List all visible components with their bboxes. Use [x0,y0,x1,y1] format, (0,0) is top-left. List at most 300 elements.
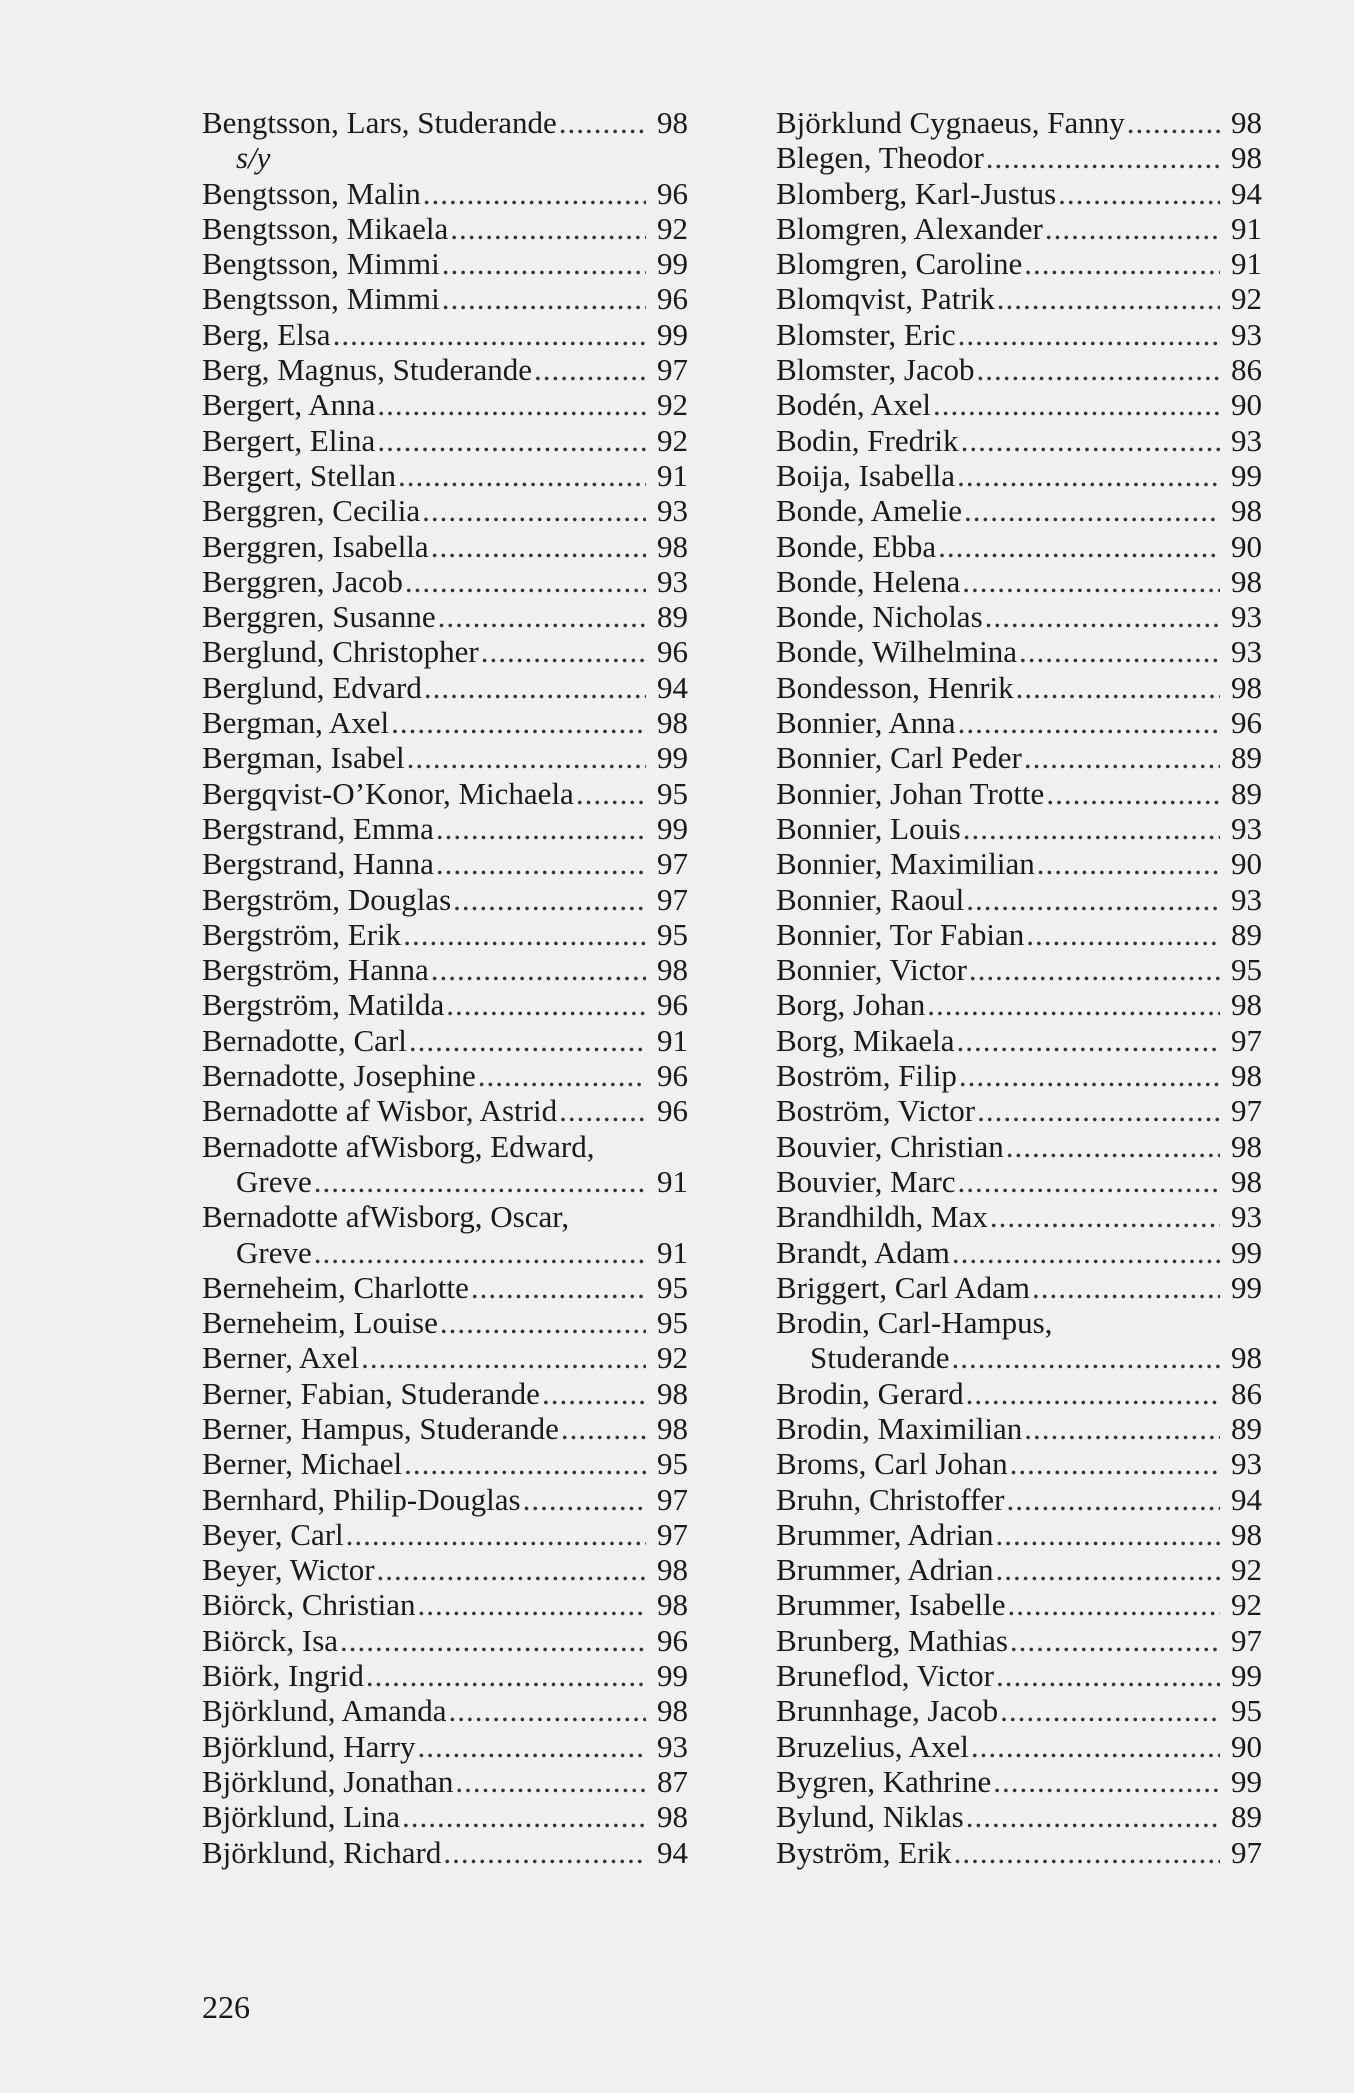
index-entry [776,1093,1262,1128]
entry-name: Bruhn, Christoffer [776,1481,1005,1517]
entry-page: 98 [1231,1516,1262,1552]
dot-leader [366,1658,646,1693]
dot-leader [404,1446,646,1481]
entry-page: 95 [657,1446,688,1482]
index-entry [202,705,688,740]
entry-page: 91 [657,457,688,493]
index-entry [202,882,688,917]
entry-name: Bouvier, Christian [776,1128,1004,1164]
dot-leader [402,1799,646,1834]
dot-leader [1006,1129,1220,1164]
dot-leader [996,1658,1220,1693]
entry-page: 95 [657,916,688,952]
index-entry [776,1552,1262,1587]
entry-page: 93 [1231,881,1262,917]
dot-leader [966,1799,1220,1834]
index-entry [776,705,1262,740]
entry-page: 99 [657,810,688,846]
index-entry [776,1305,1262,1340]
entry-name: Bergqvist-O’Konor, Michaela [202,775,574,811]
entry-page: 98 [657,1587,688,1623]
dot-leader [1045,211,1220,246]
dot-leader [436,811,646,846]
dot-leader [966,1376,1220,1411]
entry-page: 91 [1231,246,1262,282]
index-entry [776,1376,1262,1411]
entry-name: Berglund, Edvard [202,669,422,705]
entry-name: Broms, Carl Johan [776,1446,1008,1482]
dot-leader [957,1023,1220,1058]
entry-page: 98 [657,1375,688,1411]
entry-page: 86 [1231,1375,1262,1411]
index-entry [202,846,688,881]
entry-page: 99 [657,316,688,352]
entry-name: Bernhard, Philip-Douglas [202,1481,521,1517]
entry-name: Bonde, Amelie [776,493,962,529]
entry-name: Bonnier, Johan Trotte [776,775,1045,811]
entry-page: 98 [1231,493,1262,529]
dot-leader [1026,917,1220,952]
dot-leader [442,246,646,281]
index-entry [202,281,688,316]
entry-name: Berneheim, Louise [202,1305,438,1341]
entry-name: Brunberg, Mathias [776,1622,1008,1658]
entry-page: 97 [657,881,688,917]
dot-leader [442,281,646,316]
entry-name: Bergert, Elina [202,422,376,458]
dot-leader [418,1729,646,1764]
index-entry [202,1658,688,1693]
entry-page: 90 [1231,387,1262,423]
index-entry [776,987,1262,1022]
entry-page: 93 [1231,316,1262,352]
dot-leader [933,387,1220,422]
entry-page: 92 [1231,281,1262,317]
index-entry [202,599,688,634]
entry-name: Björklund, Amanda [202,1693,447,1729]
dot-leader [985,599,1220,634]
entry-page: 89 [1231,740,1262,776]
entry-page: 97 [1231,1622,1262,1658]
entry-page: 89 [1231,1799,1262,1835]
index-entry [776,387,1262,422]
entry-name: Bonnier, Raoul [776,881,965,917]
entry-name: Brummer, Isabelle [776,1587,1006,1623]
index-entry [202,352,688,387]
entry-name: Bonde, Wilhelmina [776,634,1017,670]
index-entry [776,1129,1262,1164]
dot-leader [961,423,1220,458]
entry-name: Brunnhage, Jacob [776,1693,999,1729]
entry-page: 95 [1231,1693,1262,1729]
entry-name: Bergman, Axel [202,705,390,741]
index-entry [776,1023,1262,1058]
dot-leader [986,140,1220,175]
index-entry [776,740,1262,775]
entry-page: 95 [657,775,688,811]
entry-page: 99 [657,740,688,776]
index-entry [776,493,1262,528]
index-entry [202,1093,688,1128]
entry-page: 97 [657,352,688,388]
dot-leader [1016,670,1220,705]
entry-page: 97 [1231,1022,1262,1058]
entry-name: Bengtsson, Malin [202,175,421,211]
dot-leader [958,1164,1220,1199]
dot-leader [995,1517,1220,1552]
dot-leader [450,211,646,246]
entry-name: Byström, Erik [776,1834,952,1870]
entry-page: 93 [657,563,688,599]
index-entry [776,1270,1262,1305]
entry-name: Bonde, Ebba [776,528,937,564]
entry-page: 98 [657,1410,688,1446]
dot-leader [377,1552,646,1587]
index-entry [776,1517,1262,1552]
dot-leader [314,1164,646,1199]
dot-leader [559,1093,646,1128]
entry-name: Bengtsson, Mimmi [202,281,440,317]
index-entry [202,1799,688,1834]
entry-name: Bondesson, Henrik [776,669,1014,705]
index-entry [202,1376,688,1411]
dot-leader [958,705,1220,740]
entry-page: 98 [657,1693,688,1729]
entry-page: 91 [657,1234,688,1270]
entry-name: Blomqvist, Patrik [776,281,995,317]
index-entry [202,1517,688,1552]
dot-leader [453,882,646,917]
dot-leader [1032,1270,1220,1305]
index-entry [776,1164,1262,1199]
entry-page: 89 [1231,1410,1262,1446]
entry-page: 93 [1231,422,1262,458]
entry-name: Studerande [810,1340,950,1376]
entry-name: Boström, Victor [776,1093,976,1129]
entry-name: Biörk, Ingrid [202,1658,364,1694]
entry-page: 89 [1231,916,1262,952]
dot-leader [962,564,1220,599]
entry-name: Bernadotte, Carl [202,1022,407,1058]
entry-name: Berggren, Isabella [202,528,429,564]
entry-page: 97 [657,1481,688,1517]
dot-leader [957,458,1220,493]
entry-page: 93 [1231,1446,1262,1482]
dot-leader [314,1235,646,1270]
dot-leader [951,1340,1220,1375]
entry-name: Bergert, Stellan [202,457,396,493]
index-entry [776,423,1262,458]
entry-name: Bonde, Nicholas [776,599,983,635]
entry-name: Blomberg, Karl-Justus [776,175,1057,211]
entry-name: Bergström, Hanna [202,952,429,988]
dot-leader [478,1058,646,1093]
dot-leader [1010,1446,1220,1481]
entry-name: Blomgren, Caroline [776,246,1023,282]
entry-name: Beyer, Carl [202,1516,344,1552]
entry-name: s/y [236,140,271,176]
dot-leader [959,1058,1220,1093]
entry-name: Blomster, Eric [776,316,956,352]
index-entry [202,952,688,987]
entry-name: Bergert, Anna [202,387,376,423]
dot-leader [1006,1482,1220,1517]
index-entry [202,987,688,1022]
dot-leader [952,1235,1220,1270]
entry-name: Björklund, Jonathan [202,1763,454,1799]
index-entry [202,1340,688,1375]
index-entry [202,105,688,140]
index-entry [776,281,1262,316]
index-entry [202,1729,688,1764]
index-entry [776,1446,1262,1481]
entry-page: 90 [1231,528,1262,564]
index-entry [776,105,1262,140]
entry-page: 97 [657,846,688,882]
dot-leader [993,1764,1220,1799]
entry-name: Bernadotte af Wisbor, Astrid [202,1093,558,1129]
index-entry [202,1411,688,1446]
dot-leader [409,1023,646,1058]
entry-name: Björklund, Lina [202,1799,401,1835]
entry-name: Beyer, Wictor [202,1552,375,1588]
entry-page: 98 [1231,563,1262,599]
entry-name: Bergström, Matilda [202,987,445,1023]
index-entry [776,1835,1262,1870]
entry-page: 99 [1231,1658,1262,1694]
entry-name: Borg, Johan [776,987,926,1023]
entry-page: 98 [1231,140,1262,176]
entry-name: Bengtsson, Lars, Studerande [202,105,557,140]
entry-page: 99 [657,1658,688,1694]
entry-name: Bergstrand, Emma [202,810,434,846]
entry-page: 99 [1231,1269,1262,1305]
entry-name: Bodén, Axel [776,387,931,423]
index-entry [776,140,1262,175]
dot-leader [954,1835,1220,1870]
entry-page: 98 [657,1552,688,1588]
entry-page: 93 [1231,599,1262,635]
dot-leader [377,423,646,458]
dot-leader [927,987,1220,1022]
index-entry [776,882,1262,917]
entry-page: 92 [657,210,688,246]
index-entry [776,1658,1262,1693]
dot-leader [963,811,1220,846]
entry-page: 89 [1231,775,1262,811]
entry-name: Berggren, Cecilia [202,493,421,529]
entry-name: Bergström, Douglas [202,881,452,917]
dot-leader [971,1729,1220,1764]
entry-name: Blomgren, Alexander [776,210,1043,246]
dot-leader [1010,1623,1220,1658]
entry-name: Bonnier, Carl Peder [776,740,1022,776]
index-entry [202,670,688,705]
entry-name: Greve [236,1163,312,1199]
index-entry [202,740,688,775]
index-entry [776,529,1262,564]
index-entry [202,1164,688,1199]
dot-leader [418,1587,646,1622]
entry-name: Berggren, Susanne [202,599,436,635]
index-entry [776,176,1262,211]
index-entry [202,1764,688,1799]
entry-page: 91 [1231,210,1262,246]
index-entry [202,317,688,352]
entry-page: 92 [657,422,688,458]
entry-page: 93 [1231,810,1262,846]
entry-name: Berggren, Jacob [202,563,403,599]
dot-leader [997,281,1220,316]
entry-page: 98 [657,528,688,564]
entry-name: Bygren, Kathrine [776,1763,992,1799]
dot-leader [559,105,646,140]
index-entry [202,529,688,564]
index-entry [776,1623,1262,1658]
index-entry [776,599,1262,634]
index-entry [202,1835,688,1870]
entry-page: 94 [1231,175,1262,211]
dot-leader [576,776,646,811]
entry-name: Greve [236,1234,312,1270]
entry-page: 87 [657,1763,688,1799]
index-entry [202,387,688,422]
entry-page: 94 [657,669,688,705]
dot-leader [440,1305,646,1340]
index-entry [776,952,1262,987]
entry-page: 93 [1231,634,1262,670]
dot-leader [1037,846,1220,881]
dot-leader [995,1552,1220,1587]
dot-leader [561,1411,646,1446]
entry-name: Boström, Filip [776,1058,957,1094]
dot-leader [446,987,646,1022]
index-entry [202,176,688,211]
entry-name: Berner, Hampus, Studerande [202,1410,559,1446]
entry-page: 92 [1231,1552,1262,1588]
dot-leader [1058,176,1220,211]
entry-name: Berner, Michael [202,1446,403,1482]
dot-leader [377,387,646,422]
index-entry [776,811,1262,846]
index-entry [202,1587,688,1622]
index-entry [202,1305,688,1340]
entry-page: 90 [1231,1728,1262,1764]
entry-name: Bodin, Fredrik [776,422,959,458]
entry-name: Bonnier, Tor Fabian [776,916,1025,952]
entry-name: Bergstrand, Hanna [202,846,434,882]
entry-page: 96 [657,175,688,211]
dot-leader [391,705,646,740]
dot-leader [1007,1587,1220,1622]
dot-leader [333,317,646,352]
index-entry [202,1270,688,1305]
index-entry [202,917,688,952]
entry-name: Berg, Elsa [202,316,331,352]
dot-leader [1000,1693,1220,1728]
index-entry [776,1764,1262,1799]
entry-page: 96 [657,987,688,1023]
entry-name: Bernadotte afWisborg, Oscar, [202,1199,570,1235]
entry-name: Blomster, Jacob [776,352,975,388]
dot-leader [340,1623,646,1658]
index-entry [776,564,1262,599]
index-entry [776,846,1262,881]
entry-page: 95 [657,1305,688,1341]
entry-name: Berner, Fabian, Studerande [202,1375,540,1411]
index-entry [776,1199,1262,1234]
dot-leader [443,1835,646,1870]
dot-leader [422,493,646,528]
index-entry [202,246,688,281]
index-column-right [776,105,1262,1870]
index-entry [202,811,688,846]
page-number: 226 [202,1989,250,2025]
entry-page: 95 [1231,952,1262,988]
entry-page: 98 [1231,669,1262,705]
dot-leader [449,1693,646,1728]
dot-leader [471,1270,646,1305]
entry-page: 98 [1231,987,1262,1023]
entry-name: Berglund, Christopher [202,634,479,670]
entry-page: 99 [657,246,688,282]
dot-leader [964,493,1220,528]
entry-page: 98 [657,1799,688,1835]
entry-page: 99 [1231,1234,1262,1270]
dot-leader [966,882,1220,917]
index-entry [776,1411,1262,1446]
entry-name: Bonde, Helena [776,563,961,599]
dot-leader [990,1199,1220,1234]
index-entry [776,1058,1262,1093]
entry-page: 92 [657,1340,688,1376]
index-entry [776,776,1262,811]
entry-page: 92 [1231,1587,1262,1623]
dot-leader [1024,1411,1220,1446]
index-entry [776,1482,1262,1517]
entry-page: 93 [657,493,688,529]
entry-page: 93 [1231,1199,1262,1235]
entry-name: Brummer, Adrian [776,1552,994,1588]
index-entry [776,1729,1262,1764]
entry-page: 96 [657,281,688,317]
entry-page: 91 [657,1163,688,1199]
index-entry [776,211,1262,246]
entry-page: 96 [657,1093,688,1129]
dot-leader [977,352,1220,387]
entry-name: Bengtsson, Mimmi [202,246,440,282]
entry-page: 95 [657,1269,688,1305]
index-entry [776,917,1262,952]
entry-name: Bonnier, Anna [776,705,956,741]
entry-name: Berg, Magnus, Studerande [202,352,533,388]
entry-name: Björklund, Harry [202,1728,416,1764]
dot-leader [436,846,646,881]
dot-leader [423,176,646,211]
entry-page: 98 [657,105,688,140]
dot-leader [431,952,646,987]
dot-leader [958,317,1220,352]
index-entry [202,1482,688,1517]
dot-leader [481,634,646,669]
index-entry [776,634,1262,669]
index-entry [202,458,688,493]
index-column-left [202,105,688,1870]
entry-name: Boija, Isabella [776,457,956,493]
entry-name: Bernadotte afWisborg, Edward, [202,1128,595,1164]
index-entry [776,1235,1262,1270]
dot-leader [438,599,646,634]
